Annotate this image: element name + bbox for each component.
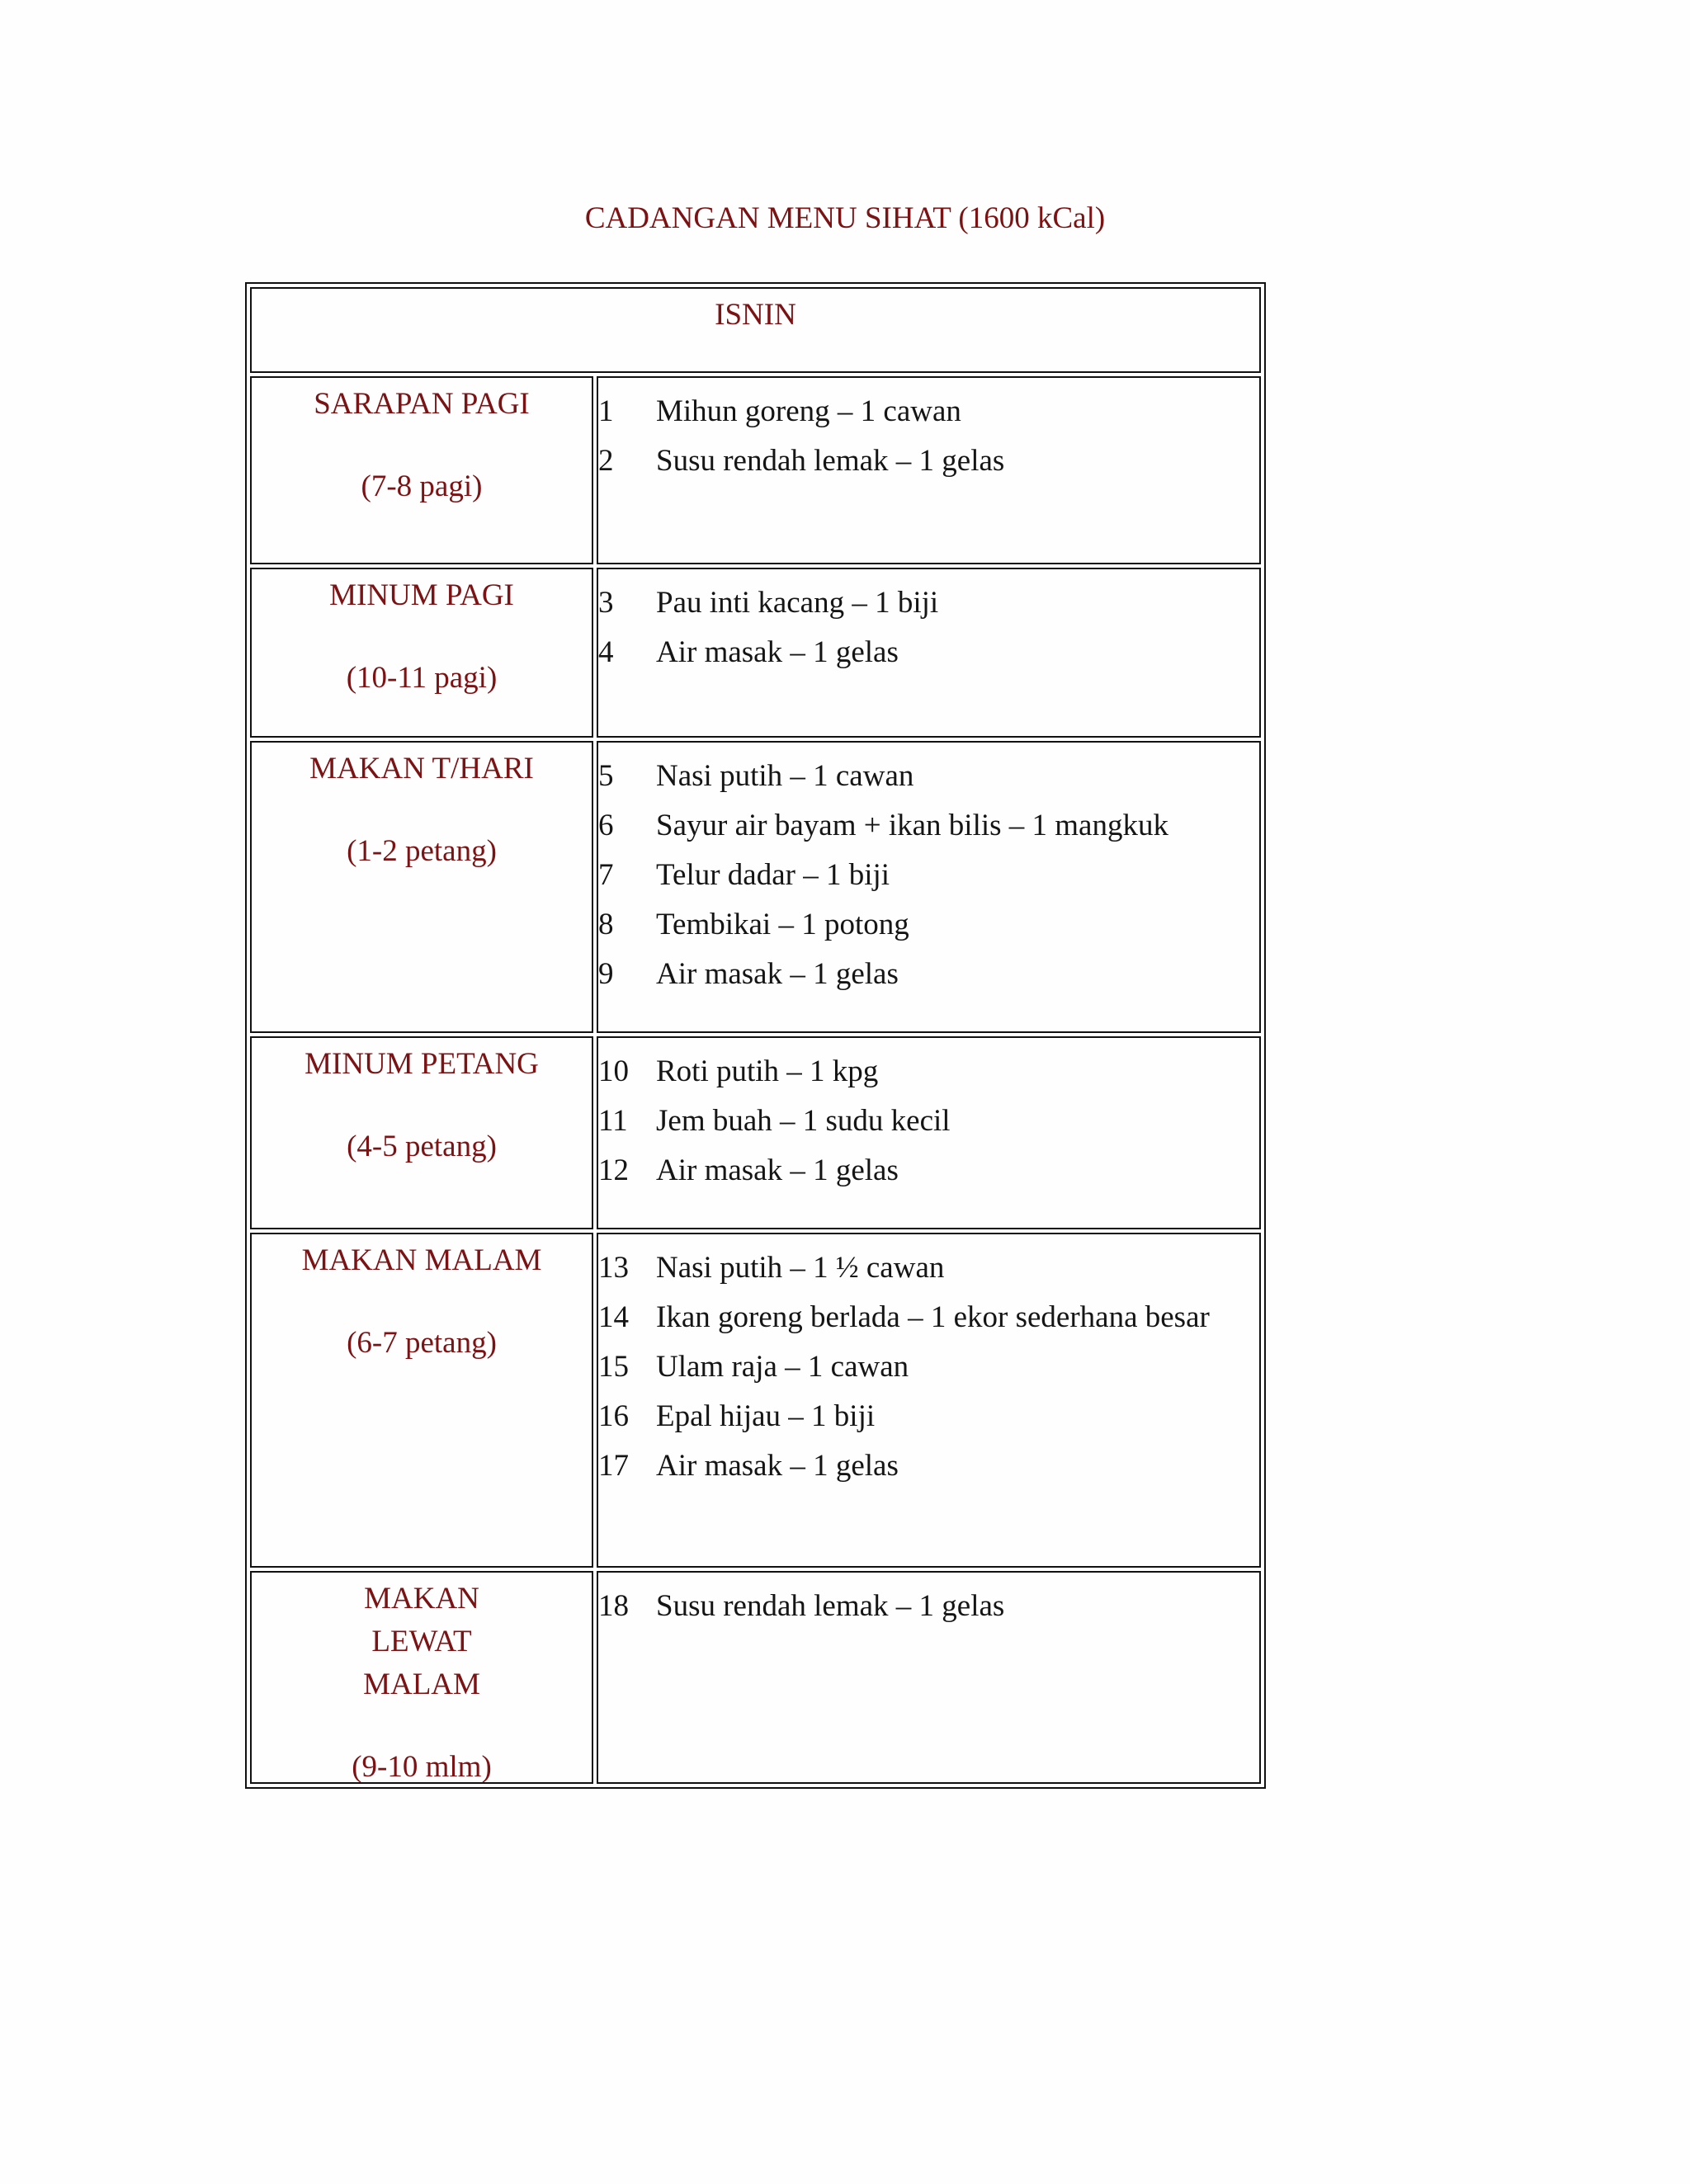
menu-item-text: Pau inti kacang – 1 biji xyxy=(656,586,939,620)
menu-item xyxy=(598,439,1259,488)
menu-item-number: 5 xyxy=(598,759,614,793)
menu-table xyxy=(245,282,1266,1789)
meal-items-cell xyxy=(597,1233,1261,1568)
menu-item-text: Susu rendah lemak – 1 gelas xyxy=(656,444,1005,478)
menu-item-text: Susu rendah lemak – 1 gelas xyxy=(656,1589,1005,1623)
meal-time: (1-2 petang) xyxy=(347,834,497,868)
meal-items-cell xyxy=(597,1571,1261,1784)
menu-item xyxy=(598,1050,1259,1099)
menu-item-number: 4 xyxy=(598,635,614,669)
menu-item-number: 8 xyxy=(598,908,614,941)
menu-item-number: 10 xyxy=(598,1054,629,1088)
meal-cell xyxy=(250,1571,593,1784)
menu-item xyxy=(598,1099,1259,1149)
menu-item-text: Air masak – 1 gelas xyxy=(656,635,899,669)
menu-item-number: 12 xyxy=(598,1153,629,1187)
menu-item-text: Tembikai – 1 potong xyxy=(656,908,909,941)
menu-item-text: Ulam raja – 1 cawan xyxy=(656,1350,909,1384)
menu-item-number: 6 xyxy=(598,809,614,842)
meal-name: MAKAN MALAM xyxy=(301,1243,542,1277)
menu-item-number: 9 xyxy=(598,957,614,991)
menu-item xyxy=(598,581,1259,630)
menu-item-number: 17 xyxy=(598,1449,629,1483)
menu-item-text: Telur dadar – 1 biji xyxy=(656,858,890,892)
menu-item-number: 11 xyxy=(598,1104,628,1138)
menu-item xyxy=(598,1444,1259,1493)
meal-row xyxy=(250,1036,1261,1229)
meal-name: MAKAN LEWAT MALAM xyxy=(363,1582,480,1701)
menu-item-text: Jem buah – 1 sudu kecil xyxy=(656,1104,951,1138)
menu-item-text: Mihun goreng – 1 cawan xyxy=(656,394,961,428)
meal-row xyxy=(250,568,1261,738)
menu-item xyxy=(598,1394,1259,1444)
meal-rows xyxy=(250,376,1261,1784)
menu-item xyxy=(598,630,1259,680)
meal-cell xyxy=(250,568,593,738)
meal-time: (6-7 petang) xyxy=(347,1326,497,1360)
menu-item xyxy=(598,903,1259,952)
menu-item-number: 3 xyxy=(598,586,614,620)
menu-item-text: Sayur air bayam + ikan bilis – 1 mangkuk xyxy=(656,809,1168,842)
menu-item-number: 2 xyxy=(598,444,614,478)
meal-cell xyxy=(250,1233,593,1568)
meal-name: MAKAN T/HARI xyxy=(309,752,534,785)
menu-item-text: Roti putih – 1 kpg xyxy=(656,1054,879,1088)
menu-item xyxy=(598,1246,1259,1295)
meal-name: MINUM PETANG xyxy=(304,1047,539,1081)
meal-time: (10-11 pagi) xyxy=(346,661,498,695)
meal-row xyxy=(250,376,1261,564)
meal-cell xyxy=(250,1036,593,1229)
menu-item-number: 18 xyxy=(598,1589,629,1623)
meal-cell xyxy=(250,741,593,1033)
menu-item xyxy=(598,804,1259,853)
meal-name: SARAPAN PAGI xyxy=(314,387,530,421)
day-row xyxy=(250,287,1261,373)
menu-item xyxy=(598,754,1259,804)
menu-item xyxy=(598,1295,1259,1345)
menu-item-text: Air masak – 1 gelas xyxy=(656,1449,899,1483)
menu-item-number: 15 xyxy=(598,1350,629,1384)
meal-items-cell xyxy=(597,568,1261,738)
menu-item xyxy=(598,1584,1259,1634)
menu-item-number: 14 xyxy=(598,1300,629,1334)
meal-time: (4-5 petang) xyxy=(347,1130,497,1163)
menu-item-text: Air masak – 1 gelas xyxy=(656,1153,899,1187)
menu-item-text: Epal hijau – 1 biji xyxy=(656,1399,876,1433)
meal-items-cell xyxy=(597,741,1261,1033)
menu-item xyxy=(598,853,1259,903)
day-header: ISNIN xyxy=(250,287,1261,373)
meal-row xyxy=(250,1233,1261,1568)
meal-items-cell xyxy=(597,376,1261,564)
menu-item-number: 13 xyxy=(598,1251,629,1285)
meal-cell xyxy=(250,376,593,564)
meal-name: MINUM PAGI xyxy=(329,578,514,612)
menu-item-text: Air masak – 1 gelas xyxy=(656,957,899,991)
meal-time: (9-10 mlm) xyxy=(352,1750,492,1784)
meal-time: (7-8 pagi) xyxy=(361,469,483,503)
page-title: CADANGAN MENU SIHAT (1600 kCal) xyxy=(584,201,1106,235)
menu-item-number: 16 xyxy=(598,1399,629,1433)
menu-item-text: Nasi putih – 1 ½ cawan xyxy=(656,1251,945,1285)
menu-item-text: Nasi putih – 1 cawan xyxy=(656,759,914,793)
menu-item-number: 7 xyxy=(598,858,614,892)
menu-item xyxy=(598,1345,1259,1394)
menu-item-number: 1 xyxy=(598,394,614,428)
meal-items-cell xyxy=(597,1036,1261,1229)
menu-item-text: Ikan goreng berlada – 1 ekor sederhana besar xyxy=(656,1300,1210,1334)
meal-row xyxy=(250,741,1261,1033)
menu-item xyxy=(598,1149,1259,1198)
meal-row xyxy=(250,1571,1261,1784)
menu-item xyxy=(598,389,1259,439)
menu-item xyxy=(598,952,1259,1002)
